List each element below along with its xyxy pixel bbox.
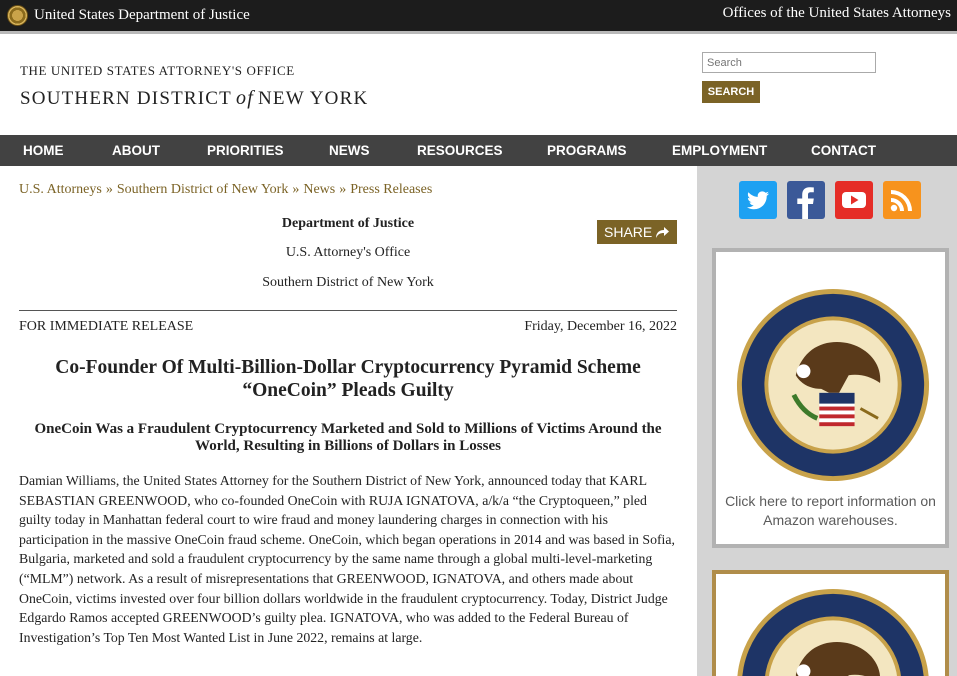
district-title-part-a: SOUTHERN DISTRICT [20, 88, 232, 109]
agency-office: U.S. Attorney's Office [285, 245, 411, 260]
nav-item-priorities[interactable]: PRIORITIES [207, 143, 284, 158]
site-header [0, 37, 957, 135]
breadcrumb-sdny[interactable]: Southern District of New York [116, 182, 289, 197]
breadcrumb-separator: » [339, 182, 347, 197]
doj-seal-icon [735, 287, 931, 483]
search-input[interactable] [702, 52, 876, 73]
top-bar [0, 0, 957, 34]
nav-item-employment[interactable]: EMPLOYMENT [672, 143, 768, 158]
nav-item-resources[interactable]: RESOURCES [417, 143, 503, 158]
article-subhead: OneCoin Was a Fraudulent Cryptocurrency Marketed and Sold to Millions of Victims Around the World, Resulting in Billions of Dollars in Losses [34, 421, 662, 454]
agency-district: Southern District of New York [262, 275, 434, 290]
release-date: Friday, December 16, 2022 [524, 319, 677, 334]
nav-item-contact[interactable]: CONTACT [811, 143, 876, 158]
usao-link[interactable]: Offices of the United States Attorneys [722, 5, 951, 21]
amazon-report-link[interactable]: Click here to report information on Amazon warehouses. [725, 493, 936, 528]
breadcrumb-news[interactable]: News [303, 182, 336, 197]
share-label: SHARE [604, 224, 653, 240]
rss-icon [883, 181, 921, 219]
main-nav [0, 135, 957, 166]
district-title-of: of [236, 87, 254, 109]
nav-item-about[interactable]: ABOUT [112, 143, 160, 158]
youtube-link[interactable] [835, 181, 873, 219]
divider [19, 310, 677, 311]
nav-item-programs[interactable]: PROGRAMS [547, 143, 627, 158]
breadcrumb-separator: » [292, 182, 300, 197]
sidebar [697, 166, 957, 676]
youtube-icon [835, 181, 873, 219]
agency-dept: Department of Justice [281, 216, 415, 231]
breadcrumb-us-attorneys[interactable]: U.S. Attorneys [19, 182, 102, 197]
district-title[interactable] [20, 87, 368, 110]
facebook-icon [787, 181, 825, 219]
seal-card[interactable] [712, 570, 949, 676]
facebook-link[interactable] [787, 181, 825, 219]
doj-seal-icon [735, 587, 931, 676]
article-headline: Co-Founder Of Multi-Billion-Dollar Cryptocurrency Pyramid Scheme “OneCoin” Pleads Guilty [55, 357, 641, 401]
district-title-part-b: NEW YORK [257, 88, 369, 109]
office-title[interactable]: THE UNITED STATES ATTORNEY'S OFFICE [20, 63, 295, 78]
share-button[interactable] [597, 220, 677, 244]
twitter-icon [739, 181, 777, 219]
twitter-link[interactable] [739, 181, 777, 219]
breadcrumb-press-releases[interactable]: Press Releases [350, 182, 433, 197]
search-button[interactable]: SEARCH [702, 81, 760, 103]
doj-seal-icon[interactable] [7, 5, 28, 26]
share-arrow-icon [654, 224, 670, 240]
nav-item-home[interactable]: HOME [23, 143, 64, 158]
breadcrumb-separator: » [105, 182, 113, 197]
rss-link[interactable] [883, 181, 921, 219]
release-label: FOR IMMEDIATE RELEASE [19, 319, 194, 334]
amazon-report-card[interactable] [712, 248, 949, 548]
article-body: Damian Williams, the United States Attorney for the Southern District of New York, announced today that KARL SEBASTIAN GREENWOOD, who co-founded OneCoin with RUJA IGNATOVA, a/k/a “the Cryptoqueen,” pled guilty today in Manhattan federal court to wire fraud and money laundering charges in connection with his participation in the massive OneCoin fraud scheme. OneCoin, which began operations in 2014 and was based in Sofia, Bulgaria, marketed and sold a fraudulent cryptocurrency by the same name through a global multi-level-marketing (“MLM”) network. As a result of misrepresentations that GREENWOOD, IGNATOVA, and others made about OneCoin, victims invested over four billion dollars worldwide in the fraudulent cryptocurrency. Today, District Judge Edgardo Ramos accepted GREENWOOD’s guilty plea. IGNATOVA, who was added to the Federal Bureau of Investigation’s Top Ten Most Wanted List in June 2022, remains at large. [19, 473, 675, 645]
breadcrumb [19, 182, 432, 198]
doj-link[interactable]: United States Department of Justice [34, 7, 250, 23]
main-content [0, 166, 697, 676]
nav-item-news[interactable]: NEWS [329, 143, 370, 158]
